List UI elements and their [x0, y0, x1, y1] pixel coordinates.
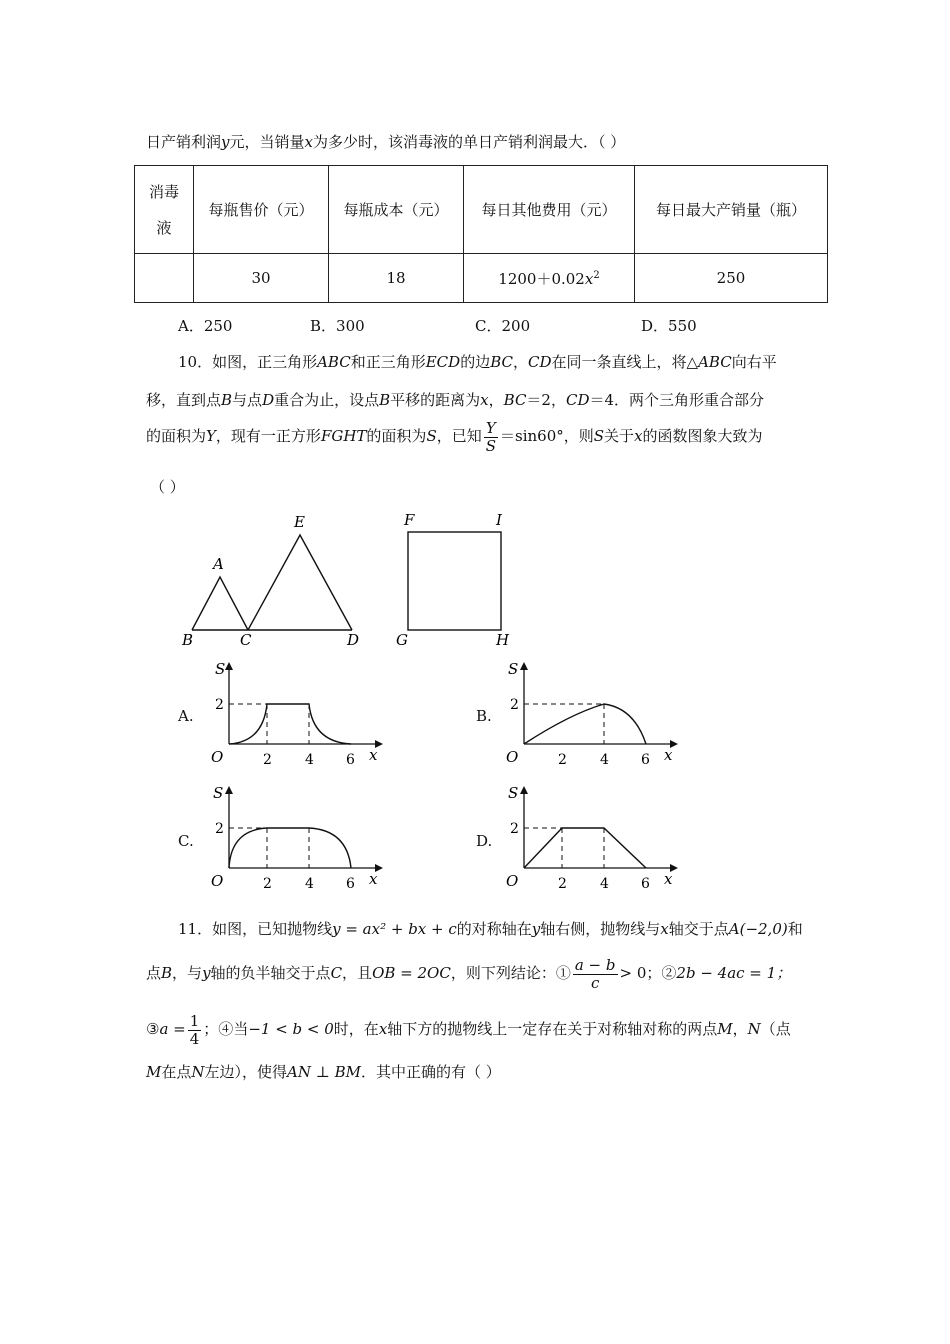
svg-text:2: 2 [510, 697, 519, 713]
q10-option-b-label: B. [476, 707, 492, 725]
curve-a [229, 704, 351, 744]
graph-c [205, 782, 385, 894]
q10-line-3: 的面积为Y，现有一正方形FGHT的面积为S，已知 $\frac{Y}{S}$ ＝sin60°，则S关于x的函数图象大致为 [146, 419, 763, 455]
q9-option-b: B．300 [310, 317, 365, 335]
label-b: B [182, 631, 194, 649]
label-e: E [294, 513, 305, 531]
value-price: 30 [194, 254, 329, 303]
q9-table [134, 165, 828, 303]
q10-option-d-label: D. [476, 832, 493, 850]
graph-d [500, 782, 680, 894]
q11-line-2: 点B，与y轴的负半轴交于点C，且OB = 2OC，则下列结论：① $\frac{a - b}{c}$ > 0；②2b − 4ac = 1； [146, 956, 792, 992]
svg-text:2: 2 [510, 821, 519, 837]
triangle-ecd [248, 535, 352, 630]
q9-option-c: C．200 [475, 317, 531, 335]
curve-c [229, 828, 351, 868]
value-cost: 18 [329, 254, 464, 303]
svg-text:4: 4 [600, 876, 609, 892]
curve-b [524, 704, 646, 744]
value-max-volume: 250 [635, 254, 828, 303]
svg-text:2: 2 [558, 876, 567, 892]
q9-intro: 日产销利润y元，当销量x为多少时，该消毒液的单日产销利润最大．（ ） [146, 133, 626, 151]
svg-text:4: 4 [600, 752, 609, 768]
triangles-figure [170, 505, 380, 650]
label-h: H [496, 631, 510, 649]
svg-text:6: 6 [641, 876, 650, 892]
header-other-fees: 每日其他费用（元） [464, 166, 635, 254]
q10-answer-paren: （ ） [150, 478, 185, 496]
svg-text:S: S [213, 784, 224, 802]
svg-text:2: 2 [263, 876, 272, 892]
label-i: I [496, 511, 502, 529]
svg-text:S: S [215, 660, 226, 678]
svg-text:2: 2 [215, 821, 224, 837]
svg-text:x: x [369, 746, 378, 764]
q11-line-4: M在点N左边），使得AN ⊥ BM．其中正确的有（ ） [146, 1063, 501, 1081]
curve-d [524, 828, 646, 868]
triangle-abc [192, 577, 248, 630]
label-d: D [347, 631, 360, 649]
svg-text:6: 6 [346, 752, 355, 768]
svg-text:6: 6 [346, 876, 355, 892]
svg-text:2: 2 [215, 697, 224, 713]
svg-text:O: O [211, 748, 224, 766]
svg-text:x: x [664, 746, 673, 764]
svg-text:2: 2 [558, 752, 567, 768]
label-c: C [240, 631, 252, 649]
q9-option-a: A．250 [178, 317, 233, 335]
conclusion-3-fraction: $\frac{1}{4}$ [189, 1012, 200, 1048]
svg-text:4: 4 [305, 876, 314, 892]
svg-text:6: 6 [641, 752, 650, 768]
row-label: 消毒 液 [135, 166, 194, 254]
y-over-s-fraction: $\frac{Y}{S}$ [485, 419, 497, 455]
svg-text:x: x [369, 870, 378, 888]
conclusion-1-fraction: $\frac{a - b}{c}$ [574, 956, 616, 992]
value-other-fees: $1200+0.02x^2$ [464, 254, 635, 303]
q10-line-2: 移，直到点B与点D重合为止，设点B平移的距离为x，BC＝2，CD＝4．两个三角形重合部分 [146, 391, 765, 409]
q10-option-a-label: A. [178, 707, 194, 725]
header-cost: 每瓶成本（元） [329, 166, 464, 254]
graph-a [205, 658, 385, 770]
header-price: 每瓶售价（元） [194, 166, 329, 254]
empty-cell [135, 254, 194, 303]
q10-line-1: 10．如图，正三角形ABC和正三角形ECD的边BC，CD在同一条直线上，将△ABC向右平 [178, 353, 777, 371]
svg-text:4: 4 [305, 752, 314, 768]
label-g: G [396, 631, 408, 649]
label-a: A [213, 555, 224, 573]
square-figure [390, 505, 525, 650]
q11-line-3: ③a = $\frac{1}{4}$ ；④当−1 < b < 0时，在x轴下方的抛物线上一定存在关于对称轴对称的两点M，N（点 [146, 1012, 791, 1048]
q11-line-1: 11．如图，已知抛物线y = ax² + bx + c的对称轴在y轴右侧，抛物线与x轴交于点A(−2,0)和 [178, 920, 803, 938]
svg-text:S: S [508, 784, 519, 802]
square-fghi [408, 532, 501, 630]
svg-text:O: O [506, 872, 519, 890]
svg-text:O: O [506, 748, 519, 766]
svg-text:O: O [211, 872, 224, 890]
svg-text:S: S [508, 660, 519, 678]
q9-option-d: D．550 [641, 317, 697, 335]
label-f: F [404, 511, 415, 529]
graph-b [500, 658, 680, 770]
svg-text:x: x [664, 870, 673, 888]
header-max-volume: 每日最大产销量（瓶） [635, 166, 828, 254]
svg-text:2: 2 [263, 752, 272, 768]
q10-option-c-label: C. [178, 832, 194, 850]
